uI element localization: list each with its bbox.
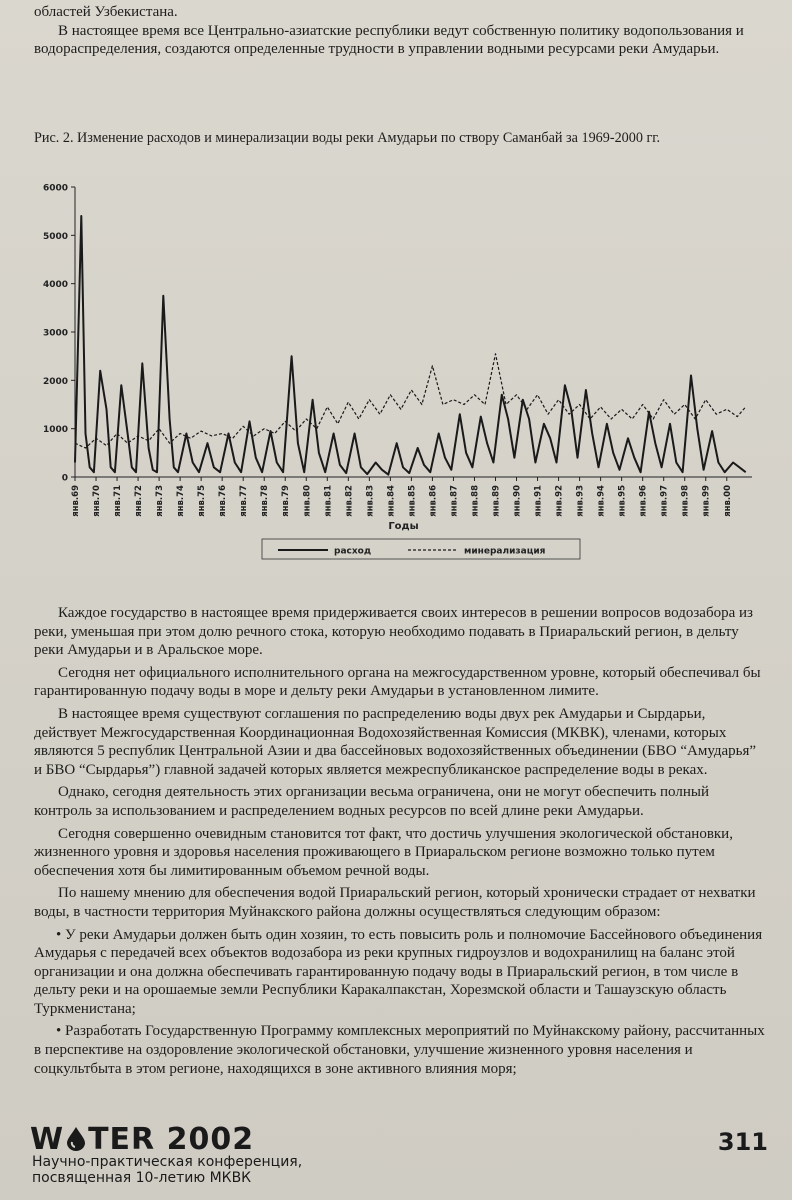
x-tick-label: янв.85 [407,485,418,517]
x-tick-label: янв.88 [470,485,481,517]
x-tick-label: янв.86 [428,485,439,517]
x-tick-label: янв.73 [155,485,166,517]
x-tick-label: янв.97 [659,485,670,517]
x-tick-label: янв.93 [575,485,586,517]
x-tick-label: янв.82 [344,485,355,517]
y-tick-label: 0 [61,473,68,484]
water-2002-logo [30,1122,254,1157]
intro-line: областей Узбекистана. [34,4,178,20]
x-tick-label: янв.75 [197,485,208,517]
figure-caption: Рис. 2. Изменение расходов и минерализации воды реки Амударьи по створу Саманбай за 1969-2000 гг. [34,130,661,146]
x-tick-label: янв.69 [71,485,81,517]
x-tick-label: янв.71 [113,485,124,517]
intro-text [34,3,766,59]
series-line-discharge [75,216,746,475]
body-paragraph-5: Сегодня совершенно очевидным становится тот факт, что достичь улучшения экологической обстановки, жизненного уровня и здоровья населения проживающего в Приаральском регионе возможно только путем обеспечения хотя бы лимитированным объемом речной воды. [34,825,733,879]
x-tick-label: янв.96 [638,485,649,517]
x-tick-label: янв.95 [617,485,628,517]
legend-label: расход [334,546,372,557]
legend-label: минерализация [464,546,546,557]
x-tick-label: янв.84 [386,485,397,517]
x-tick-label: янв.72 [134,485,145,517]
y-tick-label: 2000 [42,376,68,387]
x-tick-label: янв.00 [722,485,733,517]
intro-paragraph: В настоящее время все Центрально-азиатские республики ведут собственную политику водопользования и водораспределения, создаются определенные трудности в управлении водными ресурсами реки Амударьи. [34,22,744,58]
x-tick-label: янв.76 [218,485,229,517]
x-tick-label: янв.94 [596,485,607,517]
x-tick-label: янв.99 [701,485,712,517]
y-tick-label: 1000 [42,425,68,436]
x-tick-label: янв.80 [302,485,313,517]
body-paragraph-1: Каждое государство в настоящее время придерживается своих интересов в решении вопросов водозабора из реки, уменьшая при этом долю речного стока, которую необходимо подавать в Приаральский регион, в дельту реки Амударьи и в Аральское море. [34,605,753,659]
bullet-item-1: • У реки Амударьи должен быть один хозяин, то есть повысить роль и полномочие Бассейнового объединения Амударья с передачей всех объектов водозабора из реки крупных гидроузлов и водохранилищ на баланс этой организации и она должна обеспечивать гарантированную подачу воды в Приаральский регион, в том числе в дельту реки и на орошаемые земли Республики Каракалпакстан, Хорезмской области и Ташаузскую область Туркменистана; [34,926,763,1017]
x-tick-label: янв.77 [239,485,250,517]
x-tick-label: янв.90 [512,485,523,517]
y-tick-label: 3000 [42,328,68,339]
body-paragraph-6: По нашему мнению для обеспечения водой Приаральский регион, который хронически страдает от нехватки воды, в частности территория Муйнакского района должны осуществляться следующим образом: [34,885,756,920]
x-tick-label: янв.70 [92,485,103,517]
bullet-item-2: • Разработать Государственную Программу комплексных мероприятий по Муйнакскому району, рассчитанных в перспективе на оздоровление экологической обстановки, улучшение жизненного уровня населения и соцкультбыта в этом регионе, находящихся в зоне активного влияния моря; [34,1023,765,1077]
conference-line-2: посвященная 10-летию МКВК [32,1170,252,1186]
x-tick-label: янв.87 [449,485,460,517]
body-text [34,604,766,1082]
x-tick-label: янв.81 [323,485,334,517]
y-tick-label: 4000 [42,280,68,291]
x-tick-label: янв.92 [554,485,565,517]
logo-letter-w: W [30,1122,65,1157]
body-paragraph-3: В настоящее время существуют соглашения по распределению воды двух рек Амударьи и Сырдарьи, действует Межгосударственная Координационная Водохозяйственная Комиссия (МКВК), членами, которых являются 5 республик Центральной Азии и два бассейновых водохозяйственных объединении (БВО “Амударья” и БВО “Сырдарья”) главной задачей которых является межреспубликанское распределение воды в реках. [34,705,757,778]
y-tick-label: 5000 [42,231,68,242]
page-number: 311 [717,1128,768,1156]
x-tick-label: янв.83 [365,485,376,517]
chart-svg [40,175,770,570]
x-tick-label: янв.91 [533,485,544,517]
page-footer [30,1122,770,1192]
conference-line-1: Научно-практическая конференция, [32,1154,303,1170]
body-paragraph-2: Сегодня нет официального исполнительного органа на межгосударственном уровне, который обеспечивал бы гарантированную подачу воды в море и дельту реки Амударьи в установленном лимите. [34,664,761,700]
y-tick-label: 6000 [42,183,68,194]
x-tick-label: янв.79 [281,485,292,517]
body-paragraph-4: Однако, сегодня деятельность этих организации весьма ограничена, они не могут обеспечить полный контроль за использованием и распределением водных ресурсов по всей длине реки Амударьи. [34,784,709,819]
x-tick-label: янв.74 [176,485,187,517]
x-tick-label: янв.78 [260,485,271,517]
line-chart [40,175,770,570]
x-tick-label: янв.98 [680,485,691,517]
x-axis-label: Годы [388,521,419,532]
water-drop-icon [65,1126,87,1152]
x-tick-label: янв.89 [491,485,502,517]
conference-title [32,1154,302,1186]
logo-text: TER 2002 [88,1122,255,1157]
